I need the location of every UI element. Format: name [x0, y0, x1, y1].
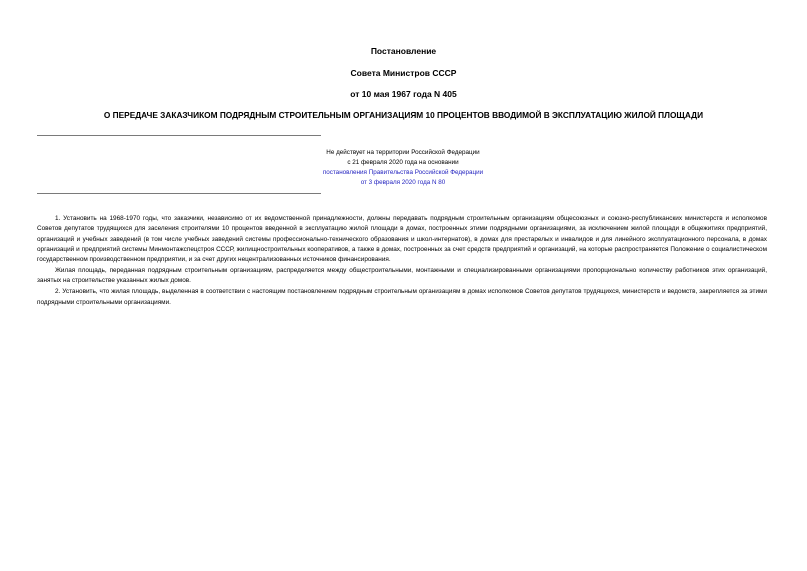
- paragraph-3: 2. Установить, что жилая площадь, выделенная в соответствии с настоящим постановлением подрядным строительным организациям в домах исполкомов Советов депутатов трудящихся, министерств и ведомств, закрепляется за этими подрядными строительными организациями.: [37, 288, 767, 306]
- document-body: [37, 214, 767, 308]
- status-link-line-2[interactable]: от 3 февраля 2020 года N 80: [360, 179, 446, 186]
- document-date-number-heading: от 10 мая 1967 года N 405: [350, 89, 457, 99]
- separator-bottom: [37, 193, 321, 194]
- paragraph-1: 1. Установить на 1968-1970 годы, что заказчики, независимо от их ведомственной принадлежности, должны передавать подрядным строительным организациям общесоюзных и союзно-республиканских министерств и исполкомов Советов депутатов трудящихся для заселения строителями 10 процентов введенной в эксплуатацию жилой площади в домах, построенных этими подрядными организациями, за исключением жилой площади в общежитиях предприятий, организаций и учебных заведений (в том числе учебных заведений системы профессионально-технического образования и школ-интернатов), в домах для престарелых и инвалидов и для линейного эксплуатационного персонала, в домах организаций и предприятий системы Минмонтажспецстроя СССР, жилищностроительных кооперативов, а также в домах, построенных за счет средств предприятий и организаций, на которые распространяется Положение о социалистическом государственном производственном предприятии, и за счет других нецентрализованных источников финансирования.: [37, 215, 767, 264]
- document-title: О ПЕРЕДАЧЕ ЗАКАЗЧИКОМ ПОДРЯДНЫМ СТРОИТЕЛЬНЫМ ОРГАНИЗАЦИЯМ 10 ПРОЦЕНТОВ ВВОДИМОЙ В ЭКСПЛУАТАЦИЮ ЖИЛОЙ ПЛОЩАДИ: [103, 110, 704, 120]
- issuing-body-heading: Совета Министров СССР: [350, 68, 457, 78]
- document-type-heading: Постановление: [370, 46, 437, 56]
- status-note: [160, 148, 646, 188]
- paragraph-2: Жилая площадь, переданная подрядным строительным организациям, распределяется между общестроительными, монтажными и специализированными организациями пропорционально количеству работников этих организаций, занятых на строительстве указанных жилых домов.: [37, 267, 767, 285]
- status-line-2: с 21 февраля 2020 года на основании: [347, 159, 459, 166]
- status-link-line-1[interactable]: постановления Правительства Российской Федерации: [322, 169, 484, 176]
- status-line-1: Не действует на территории Российской Федерации: [326, 149, 480, 156]
- separator-top: [37, 135, 321, 136]
